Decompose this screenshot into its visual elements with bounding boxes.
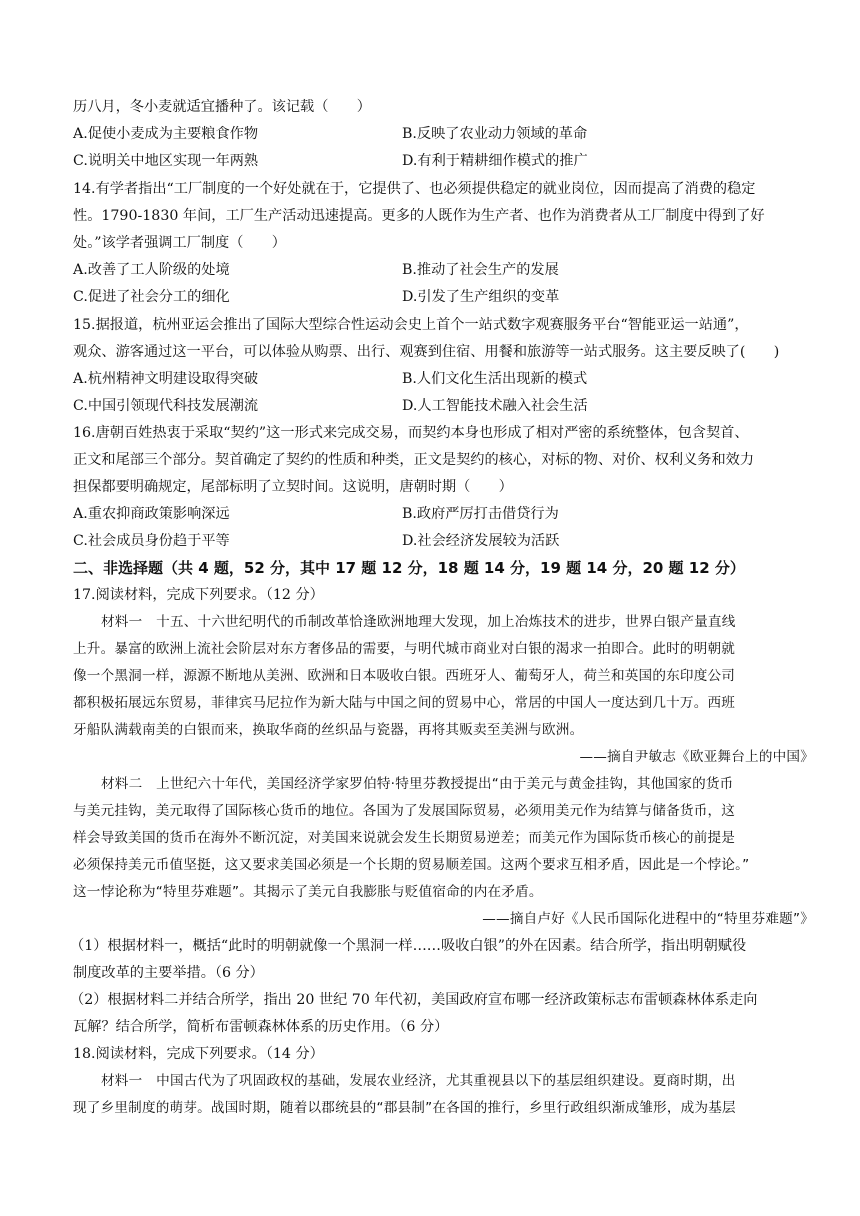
q16-option-d: D.社会经济发展较为活跃: [402, 533, 560, 549]
q17-sub1-line: 制度改革的主要举措。（6 分）: [73, 965, 264, 981]
q14-option-b: B.推动了社会生产的发展: [402, 262, 559, 278]
q17-prompt: 17.阅读材料，完成下列要求。（12 分）: [73, 587, 324, 603]
q16-stem-line: 担保都要明确规定，尾部标明了立契时间。这说明，唐朝时期（ ）: [73, 479, 513, 495]
section-title: 二、非选择题（共 4 题，52 分，其中 17 题 12 分，18 题 14 分，19 题 14 分，20 题 12 分）: [73, 559, 745, 577]
q13-option-c: C.说明关中地区实现一年两熟: [73, 153, 259, 169]
q15-stem-line: 15.据报道，杭州亚运会推出了国际大型综合性运动会史上首个一站式数字观赛服务平台“智能亚运一站通”，: [73, 317, 749, 333]
q13-stem-tail: 历八月，冬小麦就适宜播种了。该记载（ ）: [73, 99, 371, 115]
q14-option-d: D.引发了生产组织的变革: [402, 289, 560, 305]
q17-material1-line: 都积极拓展远东贸易，菲律宾马尼拉作为新大陆与中国之间的贸易中心，常居的中国人一度达到几十万。西班: [73, 695, 736, 711]
q17-material1-line: 像一个黑洞一样，源源不断地从美洲、欧洲和日本吸收白银。西班牙人、葡萄牙人，荷兰和英国的东印度公司: [73, 668, 736, 684]
q15-stem-line: 观众、游客通过这一平台，可以体验从购票、出行、观赛到住宿、用餐和旅游等一站式服务。这主要反映了( ): [73, 344, 780, 360]
q14-option-c: C.促进了社会分工的细化: [73, 289, 230, 305]
q14-stem-line: 14.有学者指出“工厂制度的一个好处就在于，它提供了、也必须提供稳定的就业岗位，因而提高了消费的稳定: [73, 181, 756, 197]
q14-stem-line: 处。”该学者强调工厂制度（ ）: [73, 235, 286, 251]
q18-material1-line: 现了乡里制度的萌芽。战国时期，随着以郡统县的“郡县制”在各国的推行，乡里行政组织渐成雏形，成为基层: [73, 1100, 736, 1116]
q18-material1-line: 材料一 中国古代为了巩固政权的基础，发展农业经济，尤其重视县以下的基层组织建设。夏商时期，出: [101, 1073, 736, 1089]
q17-source1: ——摘自尹敏志《欧亚舞台上的中国》: [579, 749, 814, 765]
q16-stem-line: 16.唐朝百姓热衷于采取“契约”这一形式来完成交易，而契约本身也形成了相对严密的系统整体，包含契首、: [73, 425, 749, 441]
q17-sub1-line: （1）根据材料一，概括“此时的明朝就像一个黑洞一样……吸收白银”的外在因素。结合所学，指出明朝赋役: [70, 938, 747, 954]
q17-material1-line: 材料一 十五、十六世纪明代的币制改革恰逢欧洲地理大发现，加上冶炼技术的进步，世界白银产量直线: [101, 614, 736, 630]
q15-option-c: C.中国引领现代科技发展潮流: [73, 398, 259, 414]
q16-option-a: A.重农抑商政策影响深远: [73, 506, 230, 522]
q15-option-a: A.杭州精神文明建设取得突破: [73, 371, 259, 387]
q16-stem-line: 正文和尾部三个部分。契首确定了契约的性质和种类，正文是契约的核心，对标的物、对价、权利义务和效力: [73, 452, 755, 468]
q17-sub2-line: （2）根据材料二并结合所学，指出 20 世纪 70 年代初，美国政府宣布哪一经济政策标志布雷顿森林体系走向: [70, 992, 758, 1008]
q17-material1-line: 牙船队满载南美的白银而来，换取华商的丝织品与瓷器，再将其贩卖至美洲与欧洲。: [73, 722, 584, 738]
q17-source2: ——摘自卢好《人民币国际化进程中的“特里芬难题”》: [482, 911, 814, 927]
q16-option-b: B.政府严厉打击借贷行为: [402, 506, 559, 522]
q15-option-b: B.人们文化生活出现新的模式: [402, 371, 588, 387]
q14-stem-line: 性。1790-1830 年间，工厂生产活动迅速提高。更多的人既作为生产者、也作为消费者从工厂制度中得到了好: [73, 208, 765, 224]
q18-prompt: 18.阅读材料，完成下列要求。（14 分）: [73, 1046, 324, 1062]
q17-sub2-line: 瓦解？结合所学，简析布雷顿森林体系的历史作用。（6 分）: [73, 1019, 449, 1035]
q17-material2-line: 这一悖论称为“特里芬难题”。其揭示了美元自我膨胀与贬值宿命的内在矛盾。: [73, 884, 543, 900]
q13-option-b: B.反映了农业动力领域的革命: [402, 126, 588, 142]
q15-option-d: D.人工智能技术融入社会生活: [402, 398, 588, 414]
q13-option-a: A.促使小麦成为主要粮食作物: [73, 126, 259, 142]
q14-option-a: A.改善了工人阶级的处境: [73, 262, 230, 278]
q16-option-c: C.社会成员身份趋于平等: [73, 533, 230, 549]
q17-material2-line: 样会导致美国的货币在海外不断沉淀，对美国来说就会发生长期贸易逆差；而美元作为国际货币核心的前提是: [73, 830, 736, 846]
q17-material2-line: 与美元挂钩，美元取得了国际核心货币的地位。各国为了发展国际贸易，必须用美元作为结算与储备货币，这: [73, 803, 736, 819]
q17-material2-line: 必须保持美元币值坚挺，这又要求美国必须是一个长期的贸易顺差国。这两个要求互相矛盾，因此是一个悖论。”: [73, 857, 750, 873]
q17-material2-line: 材料二 上世纪六十年代，美国经济学家罗伯特·特里芬教授提出“由于美元与黄金挂钩，其他国家的货币: [101, 776, 734, 792]
q13-option-d: D.有利于精耕细作模式的推广: [402, 153, 588, 169]
q17-material1-line: 上升。暴富的欧洲上流社会阶层对东方奢侈品的需要，与明代城市商业对白银的渴求一拍即合。此时的明朝就: [73, 641, 736, 657]
